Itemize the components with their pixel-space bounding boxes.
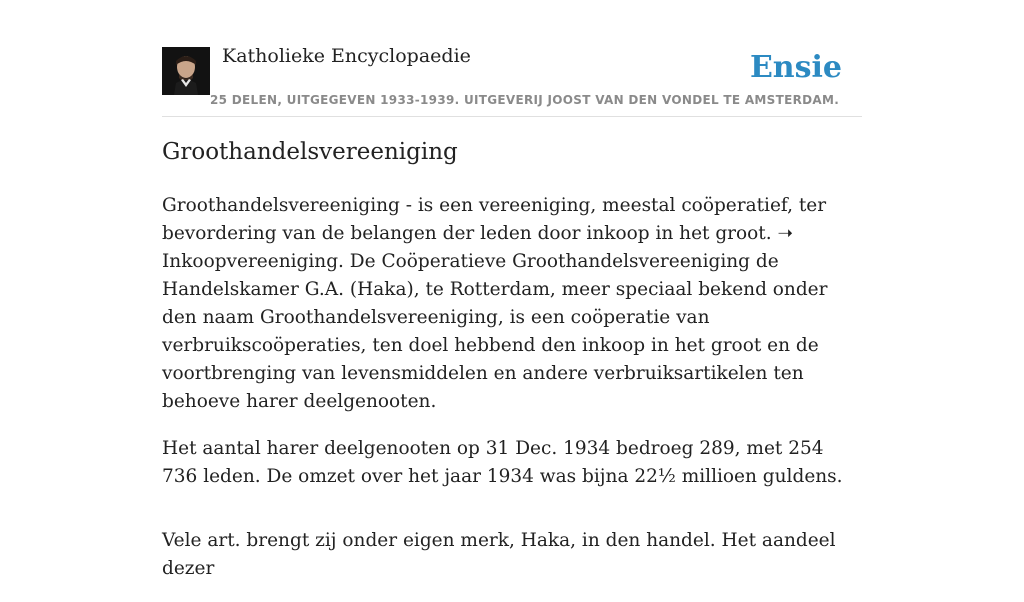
article-paragraph: Het aantal harer deelgenooten op 31 Dec. 1934 bedroeg 289, met 254 736 leden. De omzet over het jaar 1934 was bijna 22½ millioen guldens. (162, 438, 843, 487)
publication-subtitle: 25 DELEN, UITGEGEVEN 1933-1939. UITGEVERIJ JOOST VAN DEN VONDEL TE AMSTERDAM. (210, 93, 840, 107)
page (162, 0, 862, 579)
portrait-avatar[interactable] (162, 47, 210, 95)
article-paragraph: Vele art. brengt zij onder eigen merk, Haka, in den handel. Het aandeel dezer (162, 530, 836, 579)
article-body (162, 192, 862, 602)
article-paragraph: Groothandelsvereeniging - is een vereeniging, meestal coöperatief, ter bevordering van de belangen der leden door inkoop in het groot. ➝ Inkoopvereeniging. De Coöperatieve Groothandelsvereeniging de Handelskamer G.A. (Haka), te Rotterdam, meer speciaal bekend onder den naam Groothandelsvereeniging, is een coöperatie van verbruikscoöperaties, ten doel hebbend den inkoop in het groot en de voortbrenging van levensmiddelen en andere verbruiksartikelen ten behoeve harer deelgenooten. (162, 195, 828, 412)
article-title: Groothandelsvereeniging (162, 139, 458, 165)
ensie-logo-link[interactable]: Ensie (749, 50, 842, 85)
header (162, 0, 862, 117)
portrait-icon (162, 47, 210, 95)
publication-title[interactable]: Katholieke Encyclopaedie (222, 45, 471, 67)
